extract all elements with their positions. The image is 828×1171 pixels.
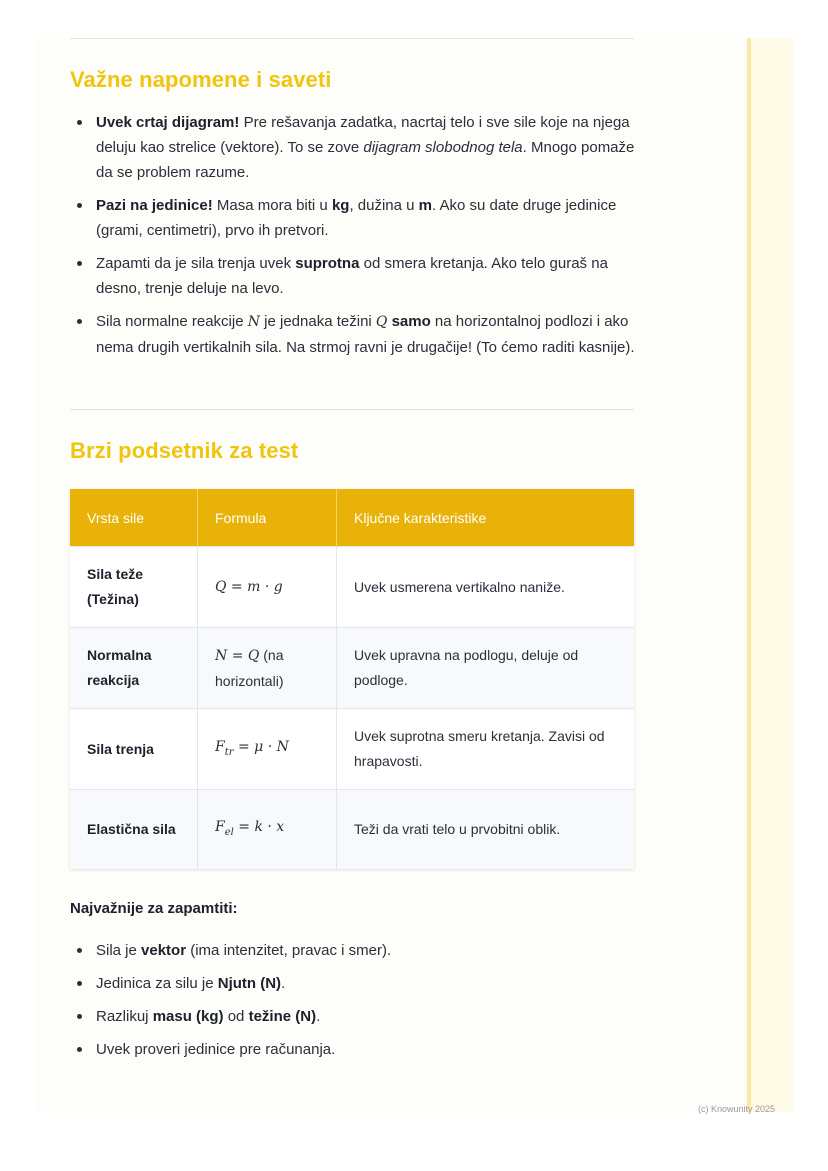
list-item: Jedinica za silu je Njutn (N). (70, 971, 640, 996)
force-name: Sila trenja (70, 709, 198, 790)
column-header: Vrsta sile (70, 489, 198, 547)
force-description: Uvek upravna na podlogu, deluje od podloge. (337, 628, 635, 709)
force-formula: $F_{tr} = \mu \cdot N$ (198, 709, 337, 790)
force-name: Sila teže (Težina) (70, 547, 198, 628)
list-item: Pazi na jedinice! Masa mora biti u kg, dužina u m. Ako su date druge jedinice (grami, centimetri), prvo ih pretvori. (70, 193, 640, 243)
remember-list (70, 938, 640, 1062)
section-title-quick: Brzi podsetnik za test (70, 438, 299, 463)
table-row (70, 628, 634, 709)
copyright-footer: (c) Knowunity 2025 (697, 1104, 775, 1114)
table-row (70, 547, 634, 628)
forces-table (70, 489, 634, 869)
table-header-row (70, 489, 634, 547)
force-description: Teži da vrati telo u prvobitni oblik. (337, 790, 635, 870)
list-item: Uvek proveri jedinice pre računanja. (70, 1037, 640, 1062)
top-divider (70, 38, 634, 39)
list-item: Zapamti da je sila trenja uvek suprotna od smera kretanja. Ako telo guraš na desno, trenje deluje na levo. (70, 251, 640, 301)
force-formula: N = Q (na horizontali) (198, 628, 337, 709)
force-formula: $F_{el} = k \cdot x$ (198, 790, 337, 870)
force-name: Elastična sila (70, 790, 198, 870)
column-header: Formula (198, 489, 337, 547)
force-formula: Q = m · g (198, 547, 337, 628)
list-item: Sila je vektor (ima intenzitet, pravac i smer). (70, 938, 640, 963)
side-stripe (747, 38, 793, 1112)
force-name: Normalna reakcija (70, 628, 198, 709)
force-description: Uvek usmerena vertikalno naniže. (337, 547, 635, 628)
list-item: Razlikuj masu (kg) od težine (N). (70, 1004, 640, 1029)
section-divider (70, 409, 634, 410)
list-item: Uvek crtaj dijagram! Pre rešavanja zadatka, nacrtaj telo i sve sile koje na njega deluju kao strelice (vektore). To se zove dijagram slobodnog tela. Mnogo pomaže da se problem razume. (70, 110, 640, 185)
notes-list (70, 110, 640, 360)
list-item: Sila normalne reakcije N je jednaka težini Q samo na horizontalnoj podlozi i ako nema drugih vertikalnih sila. Na strmoj ravni je drugačije! (To ćemo raditi kasnije). (70, 309, 640, 360)
table-row (70, 790, 634, 870)
force-description: Uvek suprotna smeru kretanja. Zavisi od hrapavosti. (337, 709, 635, 790)
table-row (70, 709, 634, 790)
column-header: Ključne karakteristike (337, 489, 635, 547)
remember-heading: Najvažnije za zapamtiti: (70, 900, 238, 917)
section-title-notes: Važne napomene i saveti (70, 67, 332, 92)
